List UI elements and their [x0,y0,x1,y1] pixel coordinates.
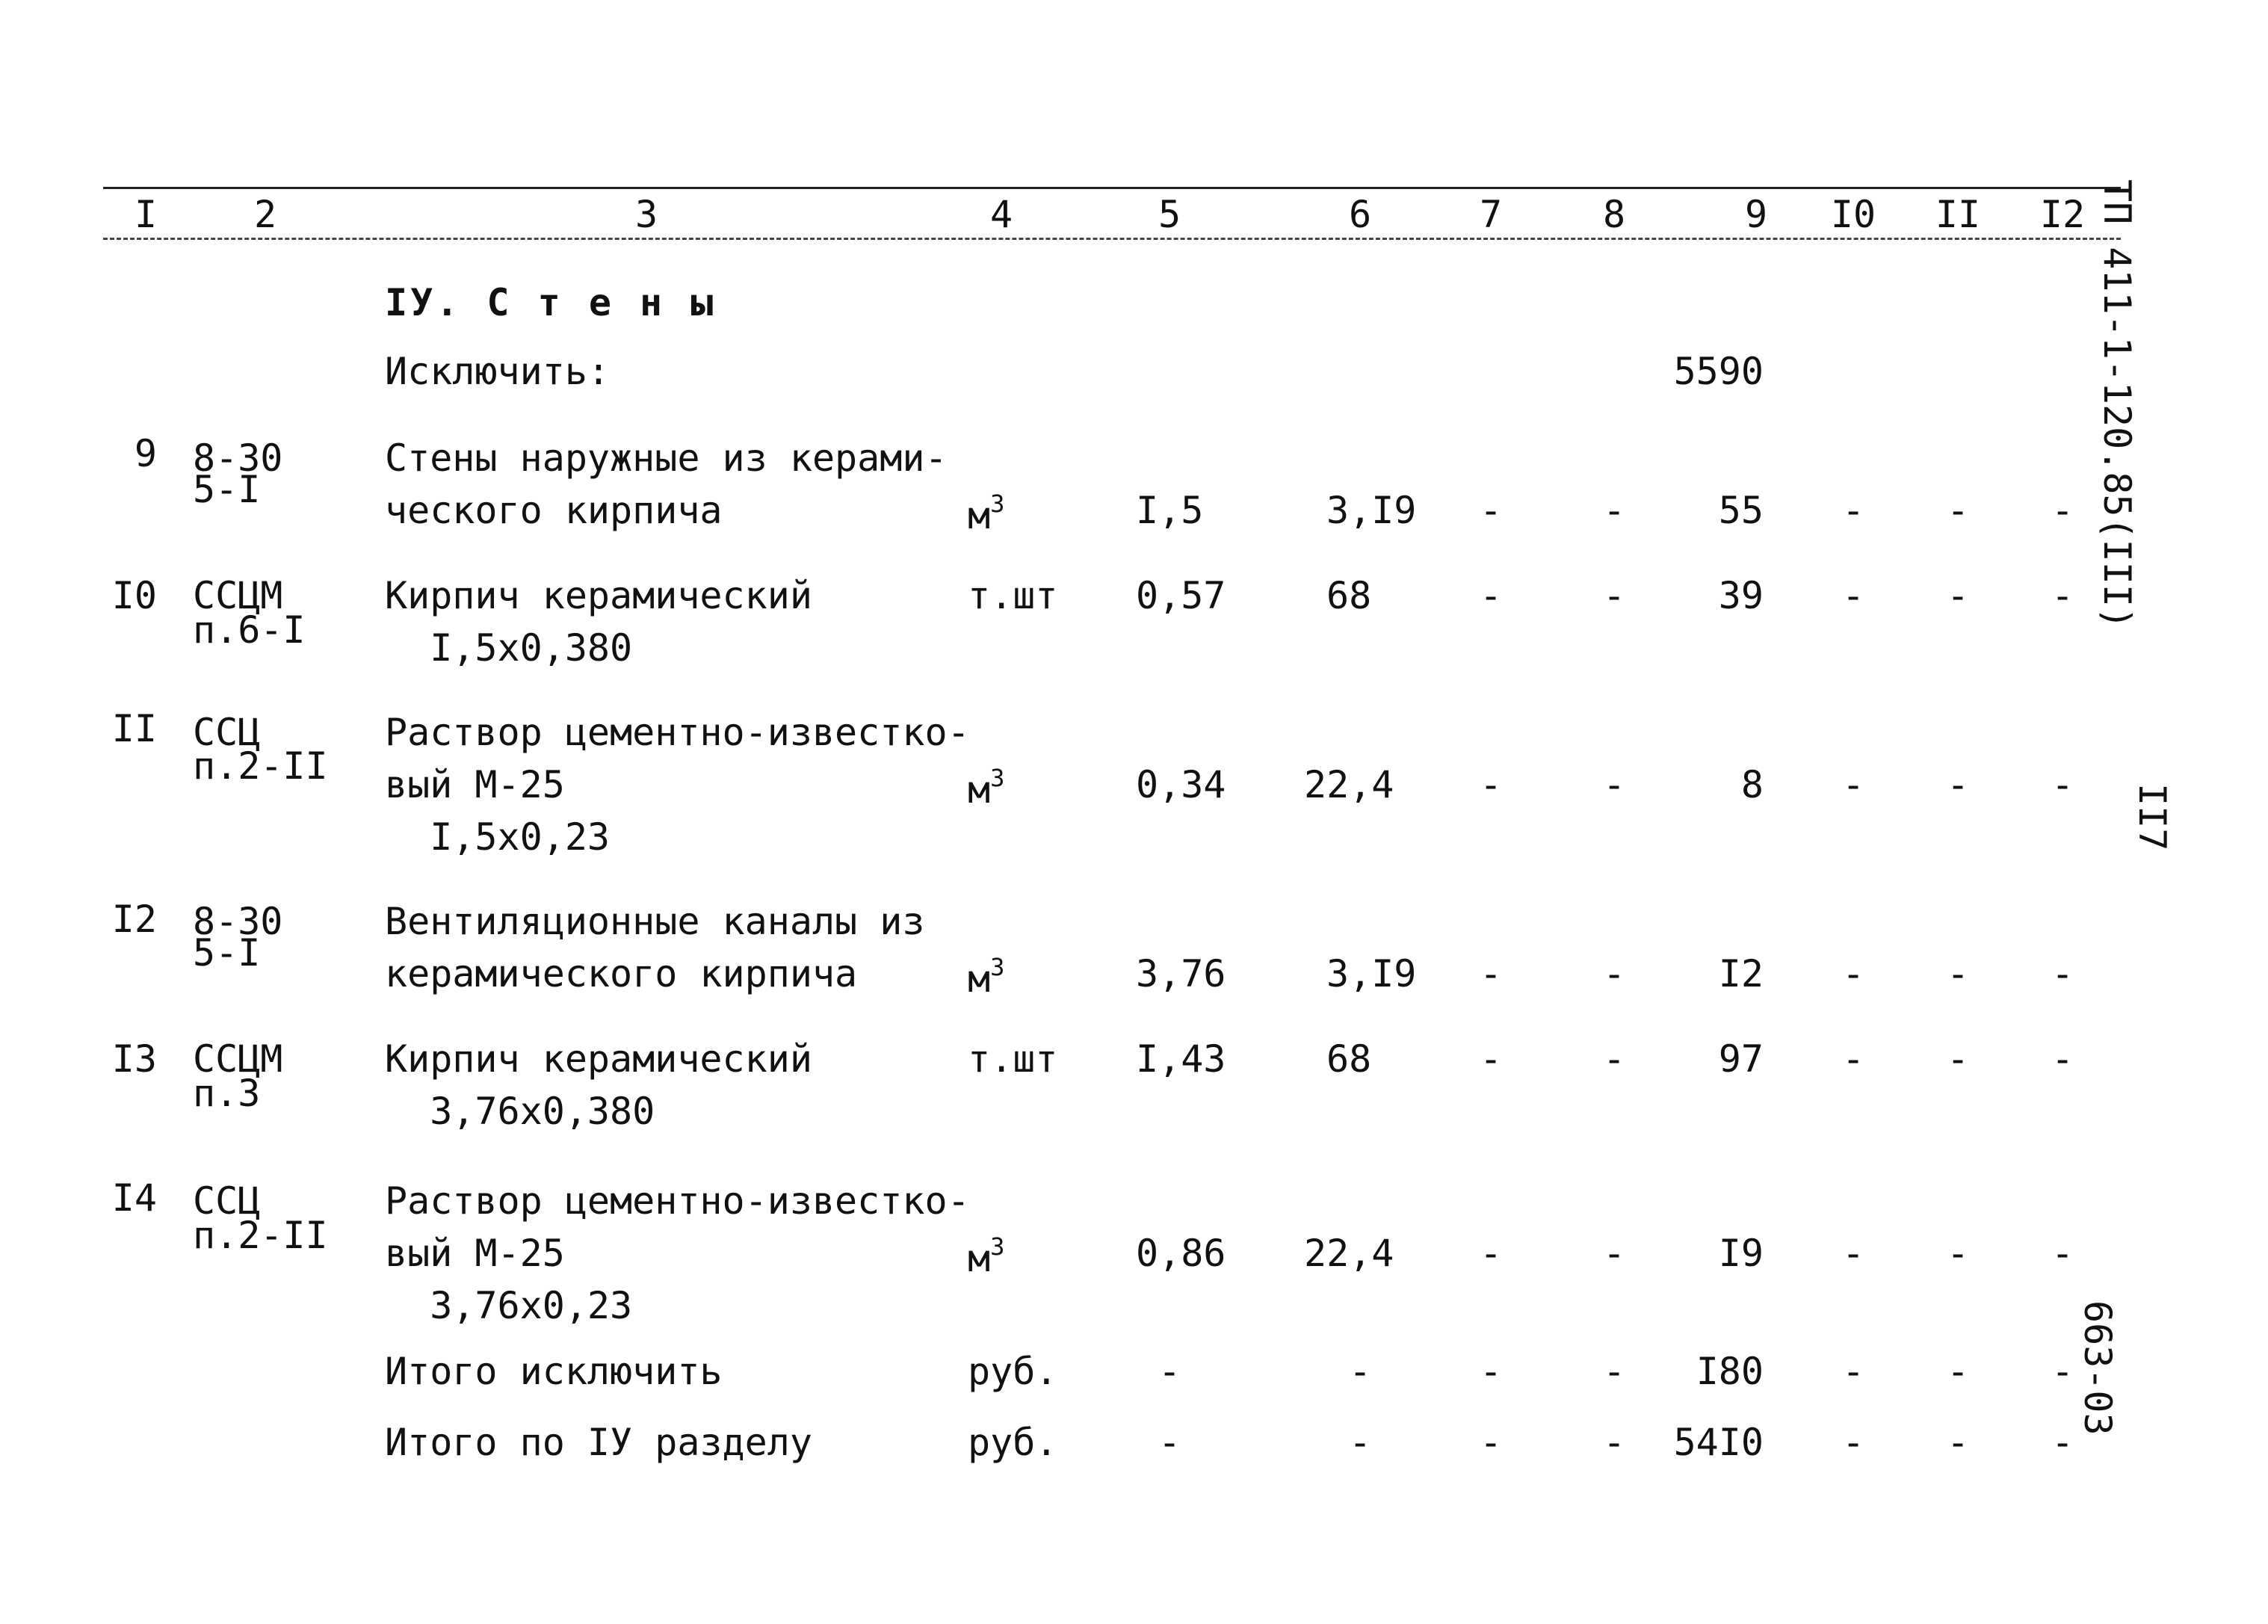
cell-col6: 68 [1326,574,1372,617]
cell-col6: 3,I9 [1326,489,1417,532]
row-code: п.6-I [193,608,306,652]
header-col-6: 6 [1348,193,1372,236]
total-unit: руб. [968,1350,1058,1393]
cell-col11: - [1946,1232,1970,1275]
row-description: Кирпич керамический [385,574,812,617]
cell-col7: - [1479,1421,1503,1464]
row-code: п.2-II [193,744,328,788]
row-number: I3 [111,1037,157,1081]
row-description: 3,76х0,380 [385,1090,655,1133]
cell-col7: - [1479,489,1503,532]
cell-col12: - [2051,952,2074,995]
cell-col11: - [1946,1350,1970,1393]
unit-text: м [968,957,991,1001]
cell-col12: - [2051,1037,2074,1081]
row-code: 8-30 [193,900,283,943]
row-code: 5-I [193,468,261,511]
unit-text: т.шт [968,1037,1058,1081]
cell-col11: - [1946,1421,1970,1464]
cell-col10: - [1841,1421,1865,1464]
cell-col11: - [1946,574,1970,617]
cell-col11: - [1946,952,1970,995]
cell-col6: 22,4 [1304,763,1394,806]
header-col-8: 8 [1602,193,1626,236]
unit-text: т.шт [968,574,1058,617]
row-description: Стены наружные из керами- [385,436,948,480]
cell-col7: - [1479,1232,1503,1275]
row-code: ССЦ [193,1179,261,1223]
cell-col8: - [1602,574,1626,617]
row-unit [968,1037,1058,1081]
cell-col8: - [1602,1232,1626,1275]
header-top-rule [103,187,2121,189]
row-code: п.2-II [193,1214,328,1257]
row-unit [968,764,1005,812]
unit-superscript: 3 [990,764,1005,792]
row-description: I,5х0,380 [385,626,633,670]
total-label: Итого исключить [385,1350,723,1393]
row-code: п.3 [193,1072,261,1115]
section-title: IУ. С т е н ы [385,281,717,324]
cell-col8: - [1602,1421,1626,1464]
cell-col10: - [1841,1350,1865,1393]
margin-doc-code: ТП 411-1-120.85(III) [2095,179,2139,630]
cell-col5: - [1158,1421,1181,1464]
row-description: вый М-25 [385,1232,565,1275]
row-code: 5-I [193,931,261,975]
cell-col12: - [2051,574,2074,617]
header-col-9: 9 [1744,193,1768,236]
exclude-total: 5590 [1673,350,1764,393]
row-description: керамического кирпича [385,952,858,995]
cell-col7: - [1479,1037,1503,1081]
cell-col10: - [1841,489,1865,532]
row-code: ССЦ [193,711,261,754]
cell-col7: - [1479,763,1503,806]
cell-col5: 0,86 [1136,1232,1226,1275]
header-col-11: II [1935,193,1981,236]
cell-col12: - [2051,1232,2074,1275]
unit-superscript: 3 [990,490,1005,518]
unit-text: м [968,494,991,537]
row-description: Вентиляционные каналы из [385,900,925,943]
cell-col7: - [1479,952,1503,995]
cell-col8: - [1602,952,1626,995]
row-description: I,5х0,23 [385,815,611,859]
row-description: ческого кирпича [385,489,723,532]
cell-col8: - [1602,1037,1626,1081]
cell-col5: - [1158,1350,1181,1393]
cell-col5: 3,76 [1136,952,1226,995]
cell-col8: - [1602,1350,1626,1393]
exclude-label: Исключить: [385,350,611,393]
cell-col9: 97 [1718,1037,1764,1081]
cell-col12: - [2051,1350,2074,1393]
header-col-7: 7 [1479,193,1503,236]
header-bottom-rule [103,238,2121,240]
cell-col6: 3,I9 [1326,952,1417,995]
cell-col11: - [1946,1037,1970,1081]
row-code: ССЦМ [193,1037,283,1081]
row-unit [968,574,1058,617]
cell-col9: I2 [1718,952,1764,995]
row-code: 8-30 [193,436,283,480]
header-col-10: I0 [1830,193,1876,236]
header-col-12: I2 [2039,193,2086,236]
header-col-3: 3 [634,193,658,236]
cell-col11: - [1946,489,1970,532]
cell-col6: - [1348,1350,1372,1393]
row-description: Раствор цементно-известко- [385,1179,970,1223]
header-col-2: 2 [253,193,277,236]
margin-series-code: 663-03 [2076,1300,2119,1436]
cell-col7: - [1479,574,1503,617]
cell-col10: - [1841,763,1865,806]
unit-text: м [968,1237,991,1280]
total-unit: руб. [968,1421,1058,1464]
row-description: вый М-25 [385,763,565,806]
cell-col10: - [1841,1037,1865,1081]
row-description: Раствор цементно-известко- [385,711,970,754]
row-number: 9 [134,432,157,475]
row-unit [968,953,1005,1001]
row-description: 3,76х0,23 [385,1284,633,1327]
cell-col7: - [1479,1350,1503,1393]
cell-col12: - [2051,763,2074,806]
cell-col6: 68 [1326,1037,1372,1081]
unit-superscript: 3 [990,953,1005,981]
cell-col9: 54I0 [1673,1421,1764,1464]
row-number: I0 [111,574,157,617]
cell-col6: 22,4 [1304,1232,1394,1275]
header-col-5: 5 [1158,193,1181,236]
unit-text: м [968,768,991,812]
margin-page-number: II7 [2131,783,2174,851]
cell-col10: - [1841,574,1865,617]
cell-col9: I80 [1696,1350,1764,1393]
cell-col9: 8 [1740,763,1764,806]
cell-col9: I9 [1718,1232,1764,1275]
cell-col5: I,5 [1136,489,1204,532]
row-code: ССЦМ [193,574,283,617]
cell-col9: 55 [1718,489,1764,532]
cell-col6: - [1348,1421,1372,1464]
cell-col5: 0,57 [1136,574,1226,617]
cell-col9: 39 [1718,574,1764,617]
row-number: II [111,707,157,750]
header-col-1: I [134,193,158,236]
cell-col5: I,43 [1136,1037,1226,1081]
cell-col8: - [1602,763,1626,806]
row-unit [968,1232,1005,1280]
cell-col12: - [2051,1421,2074,1464]
cell-col12: - [2051,489,2074,532]
unit-superscript: 3 [990,1232,1005,1261]
cell-col11: - [1946,763,1970,806]
row-unit [968,490,1005,537]
row-description: Кирпич керамический [385,1037,812,1081]
cell-col10: - [1841,1232,1865,1275]
row-number: I2 [111,898,157,941]
header-col-4: 4 [989,193,1013,236]
total-label: Итого по IУ разделу [385,1421,812,1464]
cell-col5: 0,34 [1136,763,1226,806]
cell-col8: - [1602,489,1626,532]
row-number: I4 [111,1176,157,1220]
cell-col10: - [1841,952,1865,995]
